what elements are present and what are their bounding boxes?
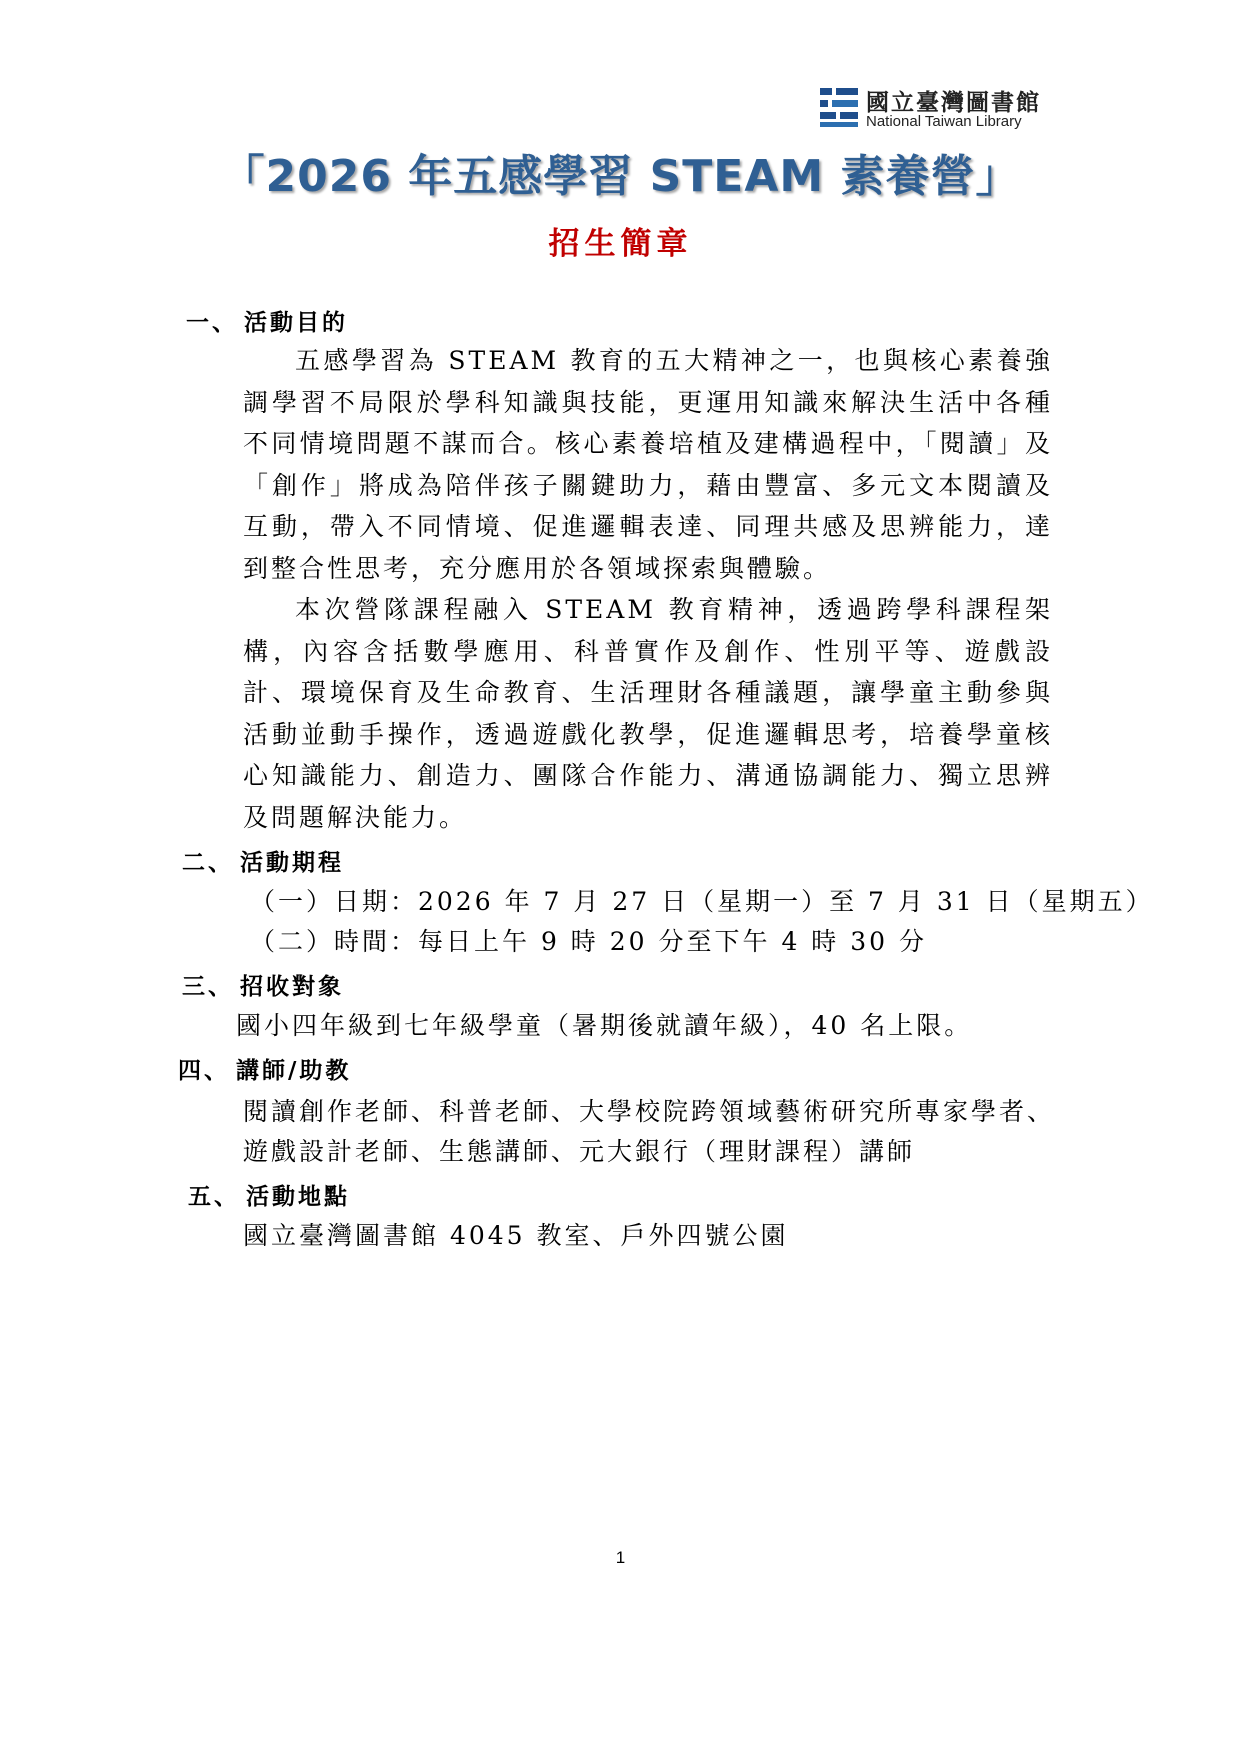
section-heading-venue — [188, 1178, 350, 1211]
library-name-chinese: 國立臺灣圖書館 — [866, 90, 1041, 116]
section-title: 講師/助教 — [236, 1058, 352, 1084]
section-number: 二、 — [182, 850, 234, 876]
purpose-paragraph-2: 本次營隊課程融入 STEAM 教育精神，透過跨學科課程架構，內容含括數學應用、科普實作及創作、性別平等、遊戲設計、環境保育及生命教育、生活理財各種議題，讓學童主動參與活動並動手操作，透過遊戲化教學，促進邏輯思考，培養學童核心知識能力、創造力、團隊合作能力、溝通協調能力、獨立思辨及問題解決能力。 — [243, 595, 1053, 832]
library-logo-icon — [820, 86, 860, 128]
participants-text: 國小四年級到七年級學童（暑期後就讀年級），40 名上限。 — [236, 1011, 973, 1040]
instructors-line-1: 閱讀創作老師、科普老師、大學校院跨領域藝術研究所專家學者、 — [243, 1097, 1056, 1126]
schedule-time: （二）時間：每日上午 9 時 20 分至下午 4 時 30 分 — [250, 927, 928, 956]
schedule-date: （一）日期：2026 年 7 月 27 日（星期一）至 7 月 31 日（星期五） — [250, 887, 1154, 916]
section-number: 五、 — [188, 1184, 240, 1210]
section-heading-schedule — [182, 844, 344, 877]
section-heading-instructors — [178, 1052, 351, 1085]
section-number: 三、 — [182, 974, 234, 1000]
section-title: 招收對象 — [240, 974, 344, 1000]
document-title: 「2026 年五感學習 STEAM 素養營」 — [220, 151, 1021, 202]
section-number: 一、 — [186, 310, 238, 336]
purpose-paragraph-1: 五感學習為 STEAM 教育的五大精神之一，也與核心素養強調學習不局限於學科知識與技能，更運用知識來解決生活中各種不同情境問題不謀而合。核心素養培植及建構過程中，「閱讀」及「創作」將成為陪伴孩子關鍵助力，藉由豐富、多元文本閱讀及互動，帶入不同情境、促進邏輯表達、同理共感及思辨能力，達到整合性思考，充分應用於各領域探索與體驗。 — [243, 346, 1053, 583]
venue-text: 國立臺灣圖書館 4045 教室、戶外四號公園 — [243, 1221, 789, 1250]
instructors-line-2: 遊戲設計老師、生態講師、元大銀行（理財課程）講師 — [243, 1137, 916, 1166]
section-number: 四、 — [178, 1058, 230, 1084]
section-title: 活動期程 — [240, 850, 344, 876]
document-subtitle: 招生簡章 — [548, 226, 693, 262]
library-name-english: National Taiwan Library — [866, 113, 1022, 130]
page-number: 1 — [615, 1548, 626, 1567]
section-heading-participants — [182, 968, 344, 1001]
section-heading-purpose — [186, 304, 348, 337]
section-title: 活動地點 — [246, 1184, 350, 1210]
section-title: 活動目的 — [244, 310, 348, 336]
library-logo — [820, 84, 1050, 132]
